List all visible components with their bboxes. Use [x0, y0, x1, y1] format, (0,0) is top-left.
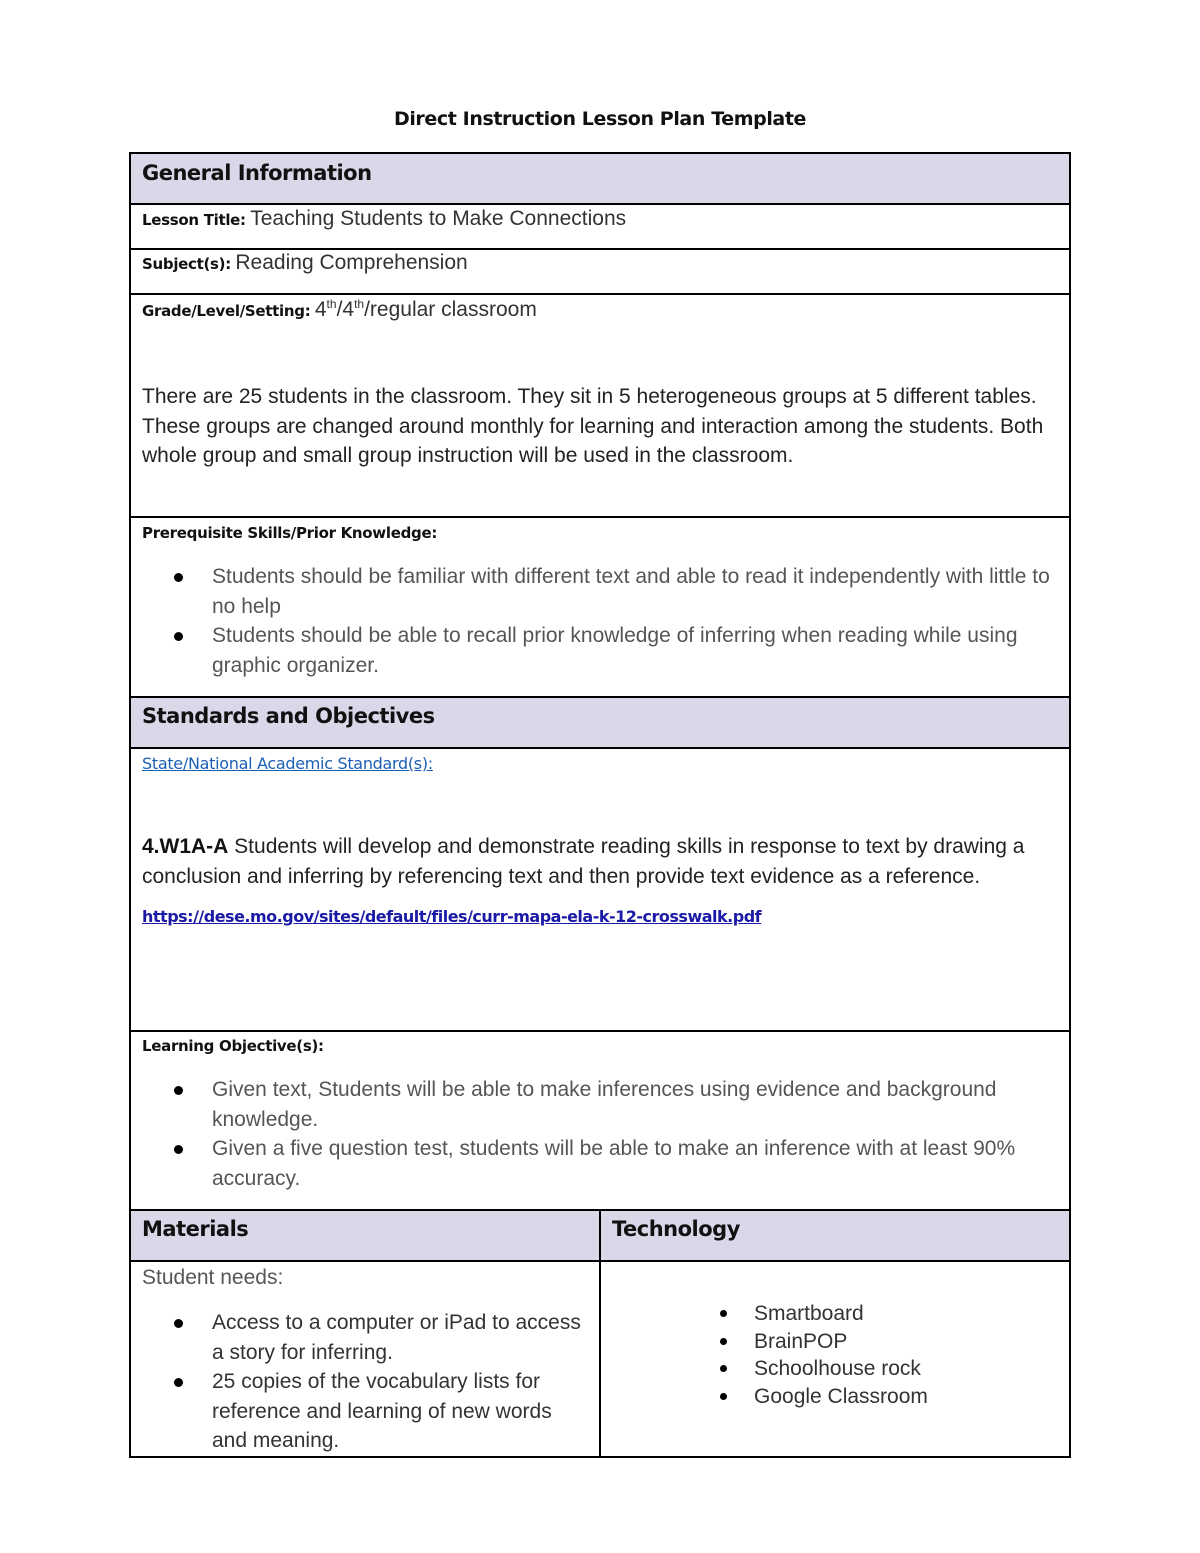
standards-objectives-header: Standards and Objectives — [142, 704, 435, 728]
list-item: Given text, Students will be able to make inferences using evidence and background knowledge. — [212, 1075, 1029, 1134]
learning-objectives-label: Learning Objective(s): — [142, 1037, 324, 1055]
standard-description: 4.W1A-A Students will develop and demonstrate reading skills in response to text by drawing a conclusion and inferring by referencing text and then provide text evidence as a reference. — [142, 835, 1025, 888]
list-item: Given a five question test, students will be able to make an inference with at least 90% accuracy. — [212, 1134, 1029, 1193]
subjects-row — [130, 249, 1070, 294]
technology-list — [612, 1300, 1069, 1410]
subjects-value: Reading Comprehension — [235, 251, 468, 274]
list-item: Google Classroom — [754, 1383, 1069, 1411]
student-needs-label: Student needs: — [142, 1266, 284, 1289]
bullet-icon — [174, 632, 183, 641]
list-item: Students should be familiar with different text and able to read it independently with little to no help — [212, 562, 1055, 621]
grade-level-setting-label: Grade/Level/Setting: — [142, 302, 311, 320]
learning-objectives-row — [130, 1031, 1070, 1210]
setting-description: There are 25 students in the classroom. They sit in 5 heterogeneous groups at 5 different tables. These groups are changed around monthly for learning and interaction among the students. Both whole group and small group instruction will be used in the classroom. — [142, 385, 1044, 467]
materials-technology-row — [130, 1261, 1070, 1457]
prerequisite-skills-label: Prerequisite Skills/Prior Knowledge: — [142, 524, 438, 542]
bullet-icon — [174, 1378, 183, 1387]
list-item: BrainPOP — [754, 1328, 1069, 1356]
bullet-icon — [720, 1365, 727, 1372]
standard-url-link[interactable]: https://dese.mo.gov/sites/default/files/curr-mapa-ela-k-12-crosswalk.pdf — [142, 907, 762, 926]
list-item: 25 copies of the vocabulary lists for reference and learning of new words and meaning. — [212, 1367, 591, 1456]
standards-objectives-header-row — [130, 697, 1070, 748]
general-information-header: General Information — [142, 161, 372, 185]
list-item: Students should be able to recall prior knowledge of inferring when reading while using graphic organizer. — [212, 621, 1055, 680]
list-item: Smartboard — [754, 1300, 1069, 1328]
document-title: Direct Instruction Lesson Plan Template — [393, 108, 807, 130]
lesson-plan-table — [129, 152, 1071, 1458]
materials-list — [142, 1308, 599, 1456]
prerequisite-skills-list — [142, 562, 1069, 680]
bullet-icon — [720, 1338, 727, 1345]
grade-level-setting-row — [130, 294, 1070, 517]
prerequisite-skills-row — [130, 517, 1070, 697]
bullet-icon — [720, 1310, 727, 1317]
general-information-header-row — [130, 153, 1070, 204]
bullet-icon — [174, 1086, 183, 1095]
academic-standards-link[interactable]: State/National Academic Standard(s): — [142, 754, 433, 773]
materials-technology-header-row — [130, 1210, 1070, 1261]
lesson-title-value: Teaching Students to Make Connections — [250, 207, 627, 230]
technology-header: Technology — [612, 1217, 740, 1241]
list-item: Schoolhouse rock — [754, 1355, 1069, 1383]
lesson-title-row — [130, 204, 1070, 249]
bullet-icon — [174, 1319, 183, 1328]
list-item: Access to a computer or iPad to access a story for inferring. — [212, 1308, 591, 1367]
bullet-icon — [720, 1393, 727, 1400]
lesson-title-label: Lesson Title: — [142, 211, 246, 229]
grade-level-setting-value: 4th/4th/regular classroom — [314, 297, 537, 321]
subjects-label: Subject(s): — [142, 255, 231, 273]
academic-standards-row — [130, 748, 1070, 1031]
bullet-icon — [174, 573, 183, 582]
materials-header: Materials — [142, 1217, 249, 1241]
bullet-icon — [174, 1145, 183, 1154]
learning-objectives-list — [142, 1075, 1069, 1193]
